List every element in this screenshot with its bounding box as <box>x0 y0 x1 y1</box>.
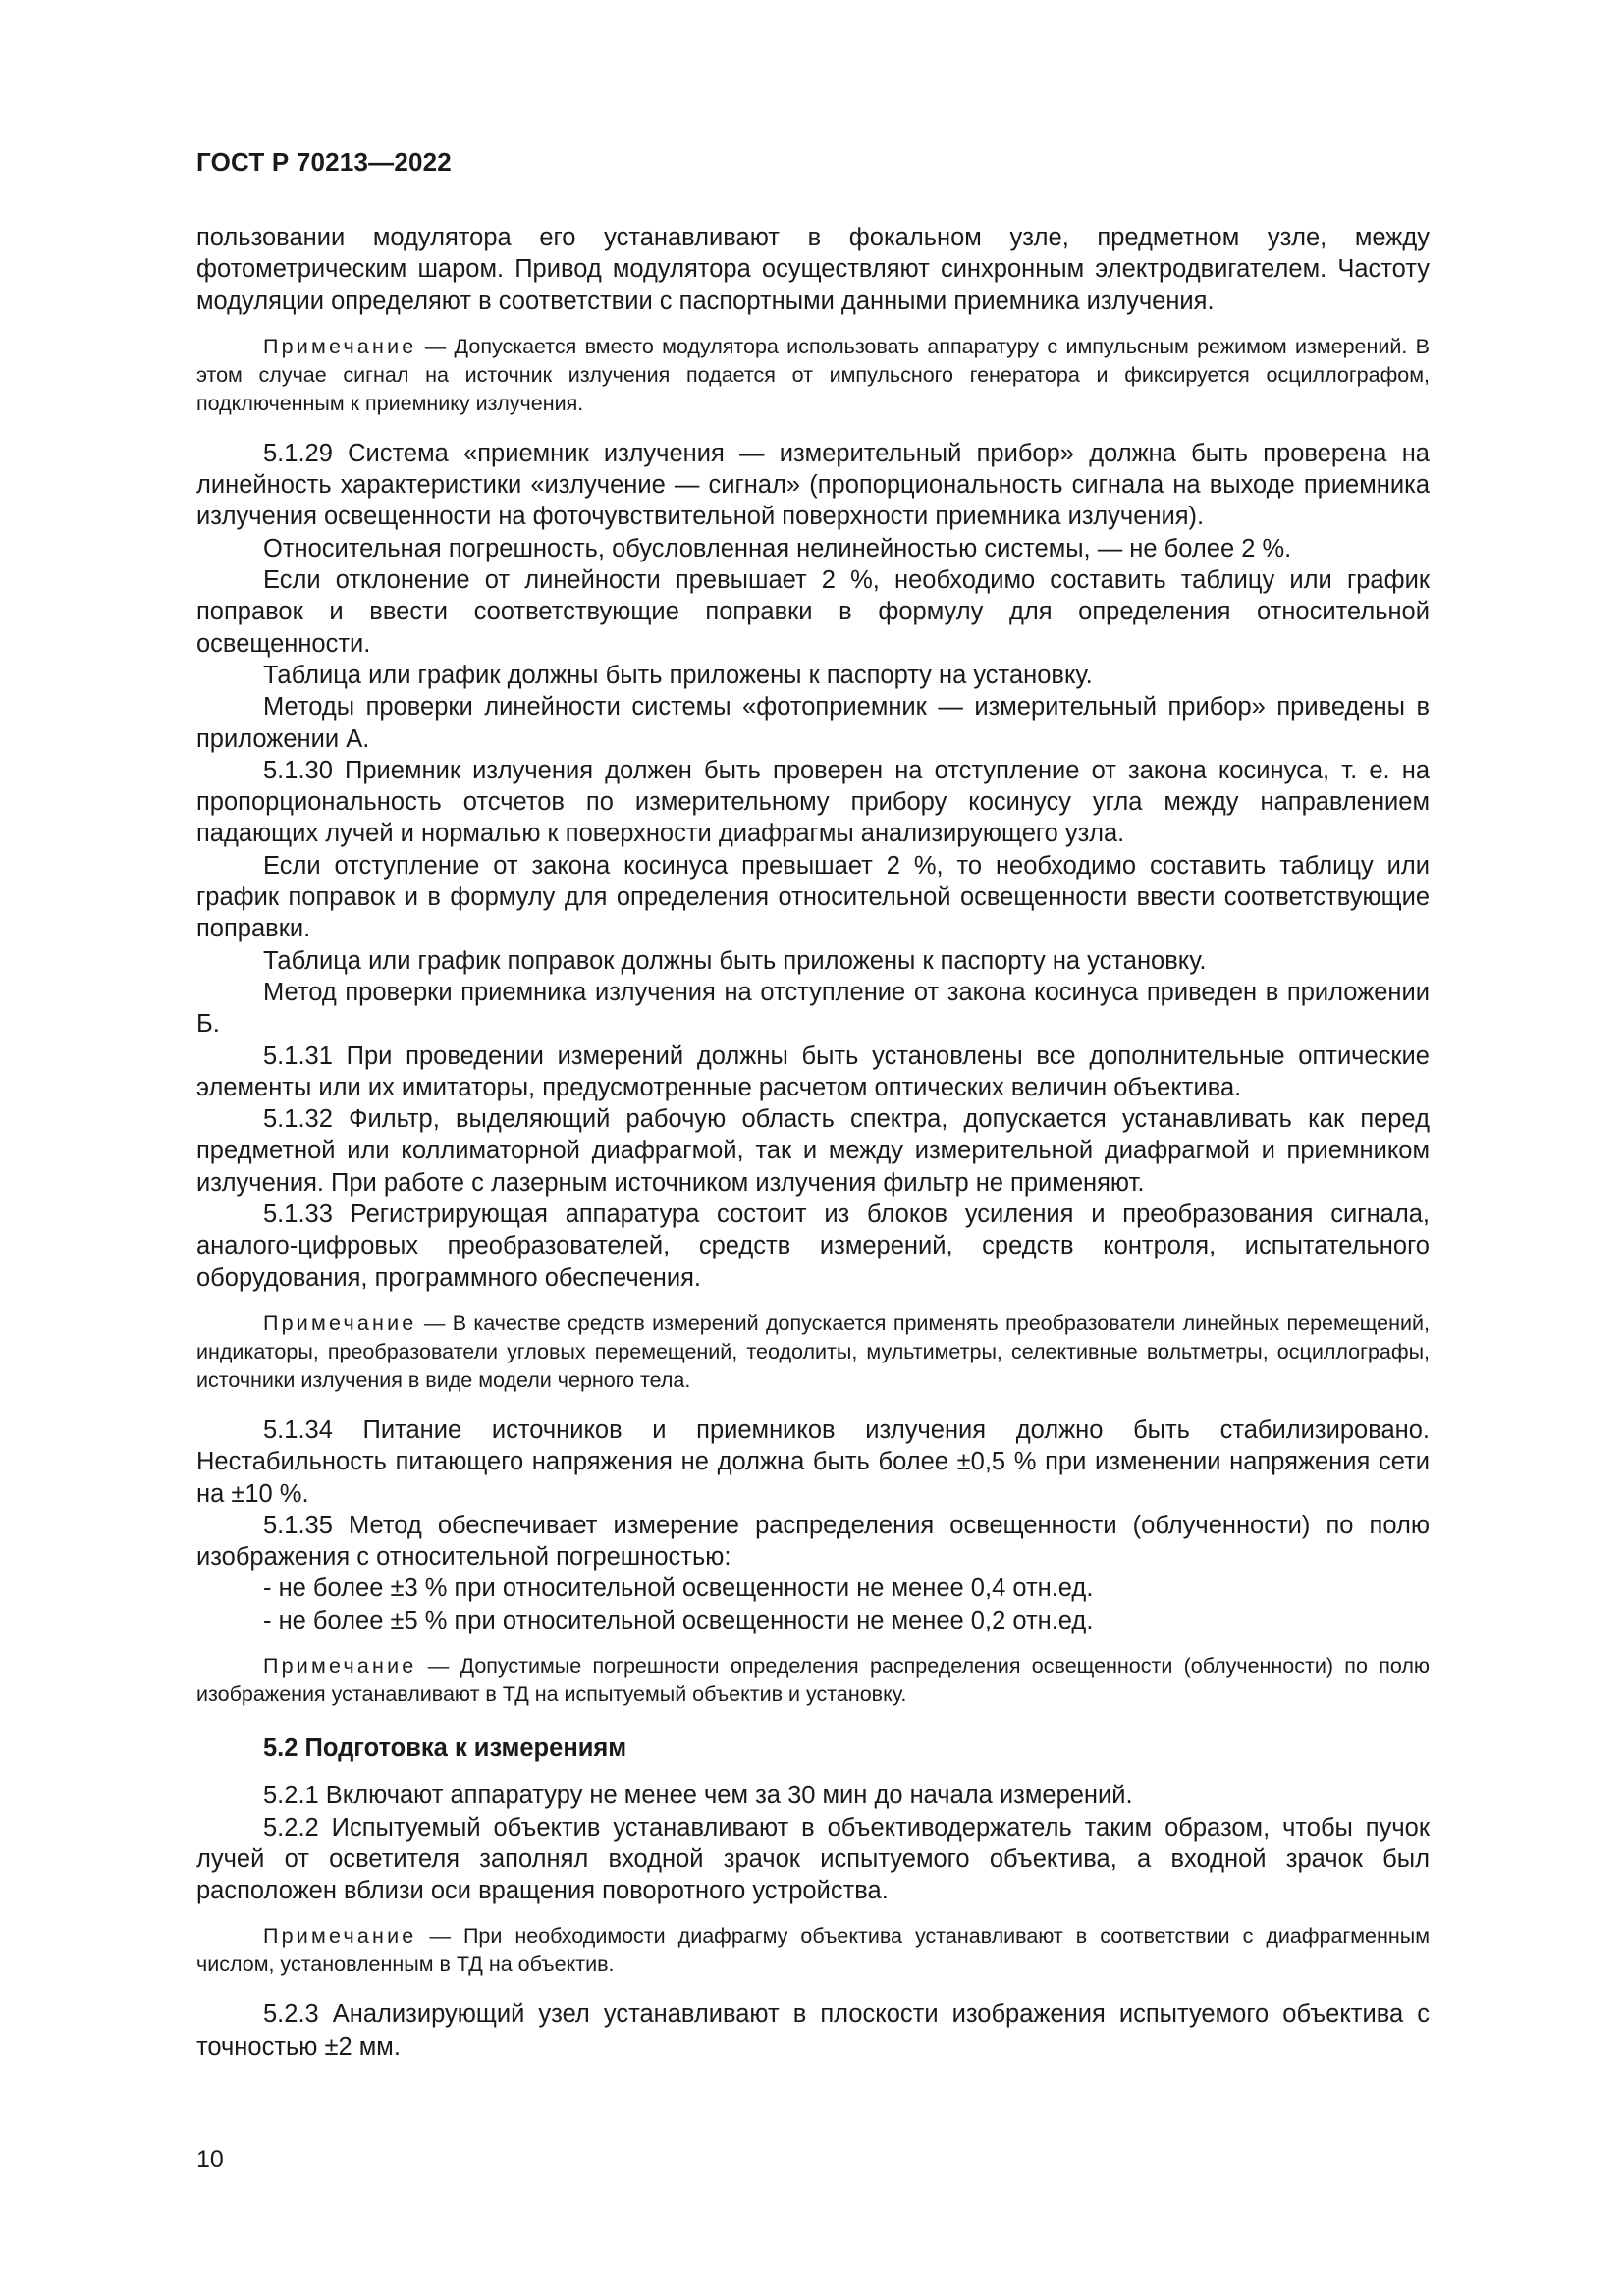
paragraph-if-cosine: Если отступление от закона косинуса превышает 2 %, то необходимо составить таблицу или график поправок и в формулу для определения относительной освещенности ввести соответствующие поправки. <box>196 851 1430 943</box>
paragraph-5-1-29: 5.1.29 Система «приемник излучения — измерительный прибор» должна быть проверена на линейность характеристики «излучение — сигнал» (пропорциональность сигнала на выходе приемника излучения освещенности на фоточувствительной поверхности приемника излучения). <box>196 439 1430 531</box>
paragraph-5-1-34: 5.1.34 Питание источников и приемников излучения должно быть стабилизировано. Нестабильность питающего напряжения не должна быть более ±0,5 % при изменении напряжения сети на ±10 %. <box>196 1415 1430 1508</box>
paragraph-table-graph: Таблица или график должны быть приложены к паспорту на установку. <box>263 661 1093 689</box>
paragraph-5-1-32: 5.1.32 Фильтр, выделяющий рабочую область спектра, допускается устанавливать как перед предметной или коллиматорной диафрагмой, так и между измерительной диафрагмой и приемником излучения. При работе с лазерным источником излучения фильтр не применяют. <box>196 1105 1430 1197</box>
paragraph-method-cosine: Метод проверки приемника излучения на отступление от закона косинуса приведен в приложении Б. <box>196 978 1430 1039</box>
paragraph-5-1-35: 5.1.35 Метод обеспечивает измерение распределения освещенности (облученности) по полю изображения с относительной погрешностью: <box>196 1511 1430 1572</box>
paragraph-methods: Методы проверки линейности системы «фотоприемник — измерительный прибор» приведены в приложении А. <box>196 693 1430 753</box>
paragraph-intro: пользовании модулятора его устанавливают в фокальном узле, предметном узле, между фотометрическим шаром. Привод модулятора осуществляют синхронным электродвигателем. Частоту модуляции определяют в соответствии с паспортными данными приемника излучения. <box>196 224 1430 315</box>
document-body <box>196 222 1430 2062</box>
paragraph-5-1-33: 5.1.33 Регистрирующая аппаратура состоит из блоков усиления и преобразования сигнала, аналого-цифровых преобразователей, средств измерений, средств контроля, испытательного оборудования, программного обеспечения. <box>196 1201 1430 1292</box>
list-item: - не более ±3 % при относительной освещенности не менее 0,4 отн.ед. <box>263 1575 1094 1603</box>
list-item: - не более ±5 % при относительной освещенности не менее 0,2 отн.ед. <box>263 1606 1094 1634</box>
document-header: ГОСТ Р 70213—2022 <box>196 147 452 177</box>
note-2 <box>196 1309 1430 1395</box>
note-text: — При необходимости диафрагму объектива устанавливают в соответствии с диафрагменным числом, установленным в ТД на объектив. <box>196 1924 1430 1977</box>
paragraph-5-2-2: 5.2.2 Испытуемый объектив устанавливают в объективодержатель таким образом, чтобы пучок лучей от осветителя заполнял входной зрачок испытуемого объектива, а входной зрачок был расположен вблизи оси вращения поворотного устройства. <box>196 1813 1430 1905</box>
note-label: Примечание <box>263 1310 417 1335</box>
paragraph-table-corrections: Таблица или график поправок должны быть приложены к паспорту на установку. <box>263 946 1207 975</box>
paragraph-5-1-31: 5.1.31 При проведении измерений должны быть установлены все дополнительные оптические элементы или их имитаторы, предусмотренные расчетом оптических величин объектива. <box>196 1041 1430 1101</box>
paragraph-if-deviation: Если отклонение от линейности превышает 2 %, необходимо составить таблицу или график поправок и ввести соответствующие поправки в формулу для определения относительной освещенности. <box>196 566 1430 658</box>
note-4 <box>196 1922 1430 1979</box>
note-text: — Допускается вместо модулятора использовать аппаратуру с импульсным режимом измерений. В этом случае сигнал на источник излучения подается от импульсного генератора и фиксируется осциллографом, подключенным к приемнику излучения. <box>196 334 1430 415</box>
note-3 <box>196 1652 1430 1709</box>
note-1 <box>196 333 1430 418</box>
paragraph-5-2-3: 5.2.3 Анализирующий узел устанавливают в плоскости изображения испытуемого объектива с точностью ±2 мм. <box>196 2001 1430 2060</box>
section-heading-5-2: 5.2 Подготовка к измерениям <box>263 1734 627 1762</box>
note-text: — Допустимые погрешности определения распределения освещенности (облученности) по полю изображения устанавливают в ТД на испытуемый объектив и установку. <box>196 1653 1430 1706</box>
paragraph-relative-error: Относительная погрешность, обусловленная нелинейностью системы, — не более 2 %. <box>263 534 1292 562</box>
note-label: Примечание <box>263 1924 417 1949</box>
paragraph-5-1-30: 5.1.30 Приемник излучения должен быть проверен на отступление от закона косинуса, т. е. на пропорциональность отсчетов по измерительному прибору косинусу угла между направлением падающих лучей и нормалью к поверхности диафрагмы анализирующего узла. <box>196 756 1430 848</box>
page-number: 10 <box>196 2146 224 2173</box>
note-label: Примечание <box>263 1653 417 1678</box>
paragraph-5-2-1: 5.2.1 Включают аппаратуру не менее чем за 30 мин до начала измерений. <box>263 1782 1133 1810</box>
note-label: Примечание <box>263 334 417 358</box>
note-text: — В качестве средств измерений допускается применять преобразователи линейных перемещений, индикаторы, преобразователи угловых перемещений, теодолиты, мультиметры, селективные вольтметры, осциллографы, источники излучения в виде модели черного тела. <box>196 1310 1430 1392</box>
